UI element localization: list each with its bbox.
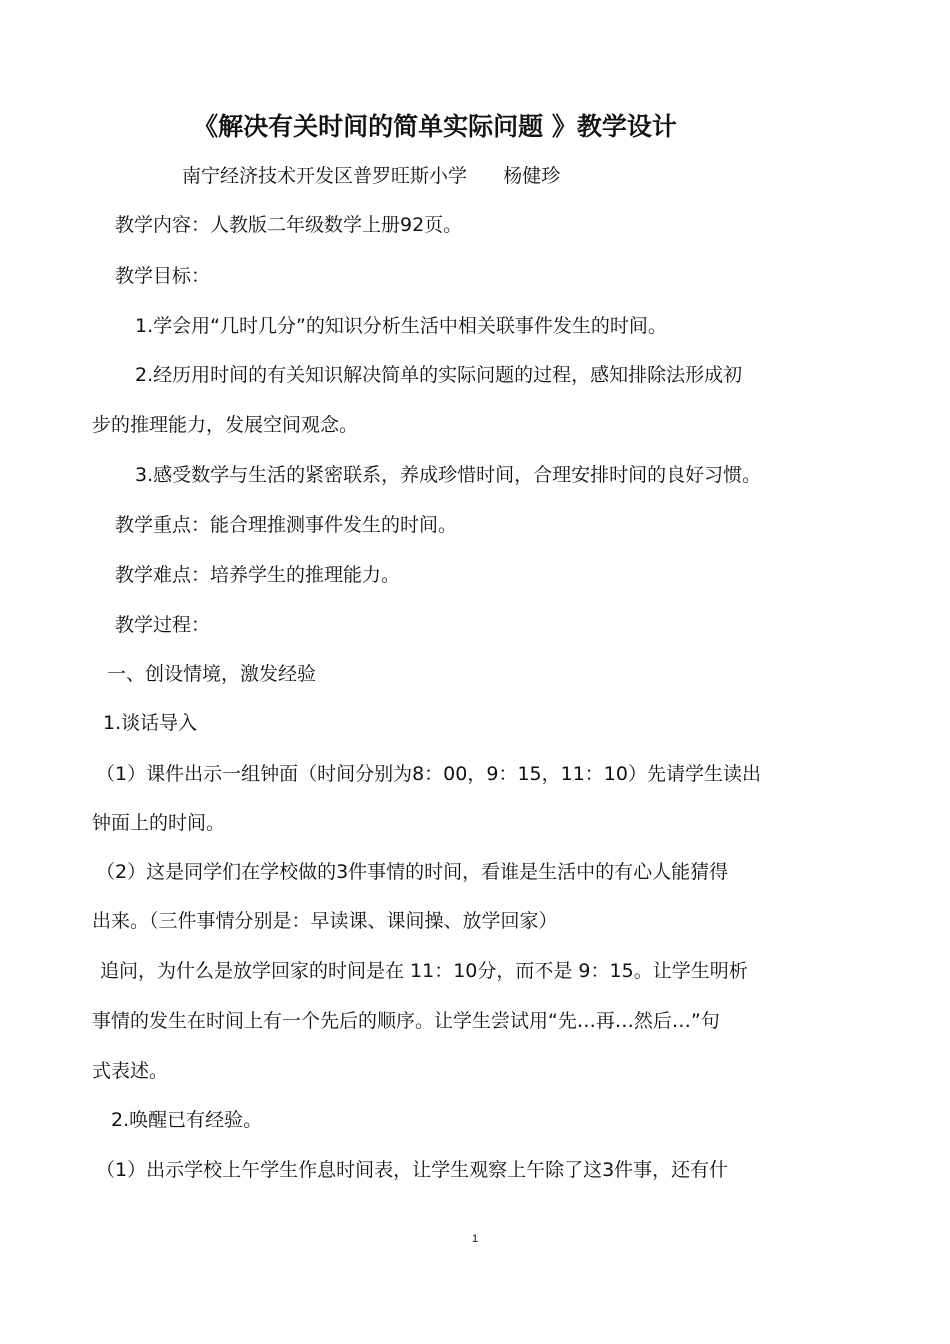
paragraph-step-1-cont: 钟面上的时间。 (92, 812, 226, 834)
paragraph-follow-up-cont-1: 事情的发生在时间上有一个先后的顺序。让学生尝试用“先…再…然后…”句 (92, 1010, 720, 1032)
paragraph-objective-3: 3.感受数学与生活的紧密联系，养成珍惜时间，合理安排时间的良好习惯。 (135, 464, 762, 486)
paragraph-follow-up: 追问，为什么是放学回家的时间是在 11：10分，而不是 9：15。让学生明析 (100, 960, 748, 982)
paragraph-objective-2: 2.经历用时间的有关知识解决简单的实际问题的过程，感知排除法形成初 (135, 364, 743, 386)
paragraph-step-1: （1）课件出示一组钟面（时间分别为8：00，9：15，11：10）先请学生读出 (96, 763, 761, 785)
paragraph-objectives-heading: 教学目标： (115, 265, 211, 287)
paragraph-process-heading: 教学过程： (115, 614, 211, 636)
paragraph-teaching-content: 教学内容：人教版二年级数学上册92页。 (115, 214, 463, 236)
author-line: 南宁经济技术开发区普罗旺斯小学 杨健珍 (182, 165, 561, 187)
subsection-heading-2: 2.唤醒已有经验。 (111, 1109, 263, 1131)
paragraph-step-3: （1）出示学校上午学生作息时间表，让学生观察上午除了这3件事，还有什 (96, 1159, 729, 1181)
subsection-heading-1: 1.谈话导入 (103, 712, 198, 734)
section-heading-1: 一、创设情境，激发经验 (107, 663, 317, 685)
page-number: 1 (471, 1233, 479, 1245)
paragraph-difficulty: 教学难点：培养学生的推理能力。 (115, 564, 401, 586)
document-title: 《解决有关时间的简单实际问题 》教学设计 (193, 112, 677, 141)
paragraph-step-2-cont: 出来。（三件事情分别是：早读课、课间操、放学回家） (92, 910, 558, 932)
paragraph-key-point: 教学重点：能合理推测事件发生的时间。 (115, 514, 458, 536)
paragraph-step-2: （2）这是同学们在学校做的3件事情的时间，看谁是生活中的有心人能猜得 (96, 861, 729, 883)
paragraph-objective-2-cont: 步的推理能力，发展空间观念。 (92, 414, 359, 436)
paragraph-objective-1: 1.学会用“几时几分”的知识分析生活中相关联事件发生的时间。 (135, 315, 667, 337)
paragraph-follow-up-cont-2: 式表述。 (92, 1060, 169, 1082)
